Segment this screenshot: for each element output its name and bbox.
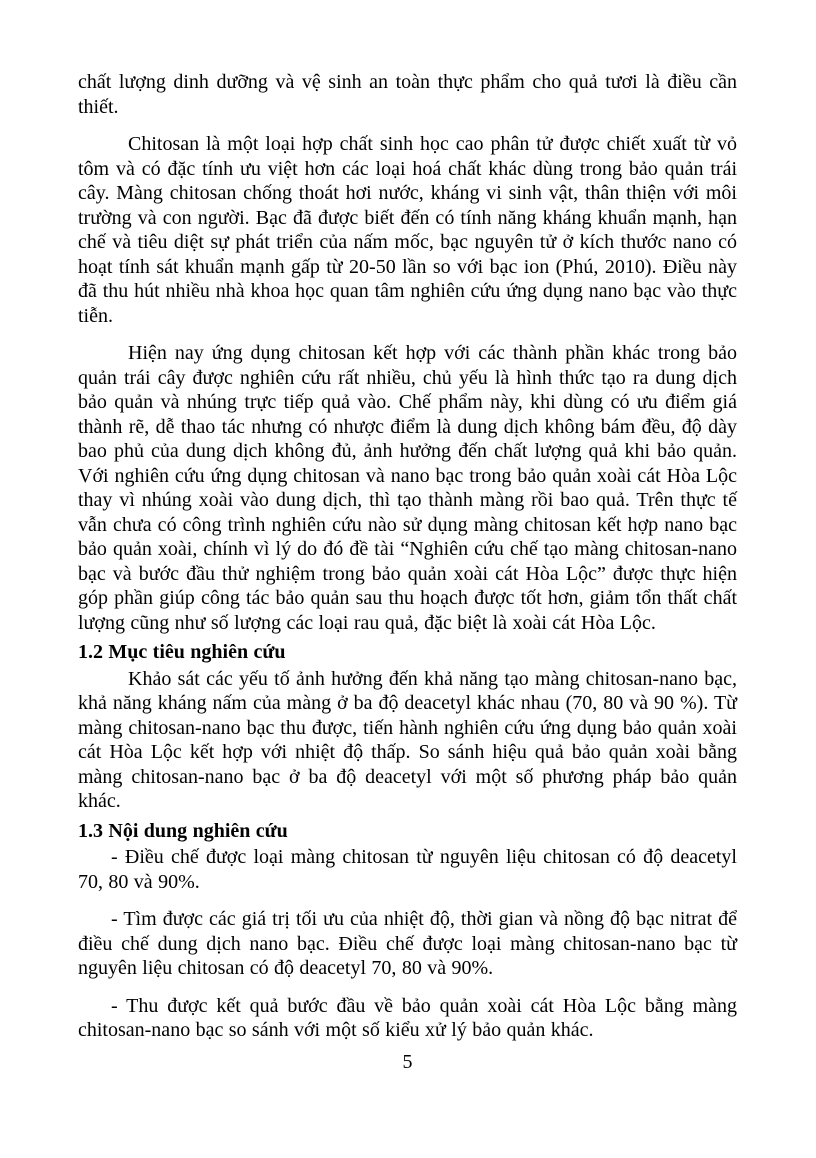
list-item-research-content-3: - Thu được kết quả bước đầu về bảo quản xoài cát Hòa Lộc bằng màng chitosan-nano bạc so sánh với một số kiểu xử lý bảo quản khác. [78, 994, 737, 1041]
list-item-research-content-1: - Điều chế được loại màng chitosan từ nguyên liệu chitosan có độ deacetyl 70, 80 và 90%. [78, 846, 737, 893]
page-number: 5 [402, 1050, 413, 1073]
paragraph-research-objectives: Khảo sát các yếu tố ảnh hưởng đến khả năng tạo màng chitosan-nano bạc, khả năng kháng nấm của màng ở ba độ deacetyl khác nhau (70, 80 và 90 %). Từ màng chitosan-nano bạc thu được, tiến hành nghiên cứu ứng dụng bảo quản xoài cát Hòa Lộc kết hợp với nhiệt độ thấp. So sánh hiệu quả bảo quản xoài bằng màng chitosan-nano bạc ở ba độ deacetyl với một số phương pháp bảo quản khác. [78, 667, 737, 812]
section-heading-muc-tieu-nghien-cuu: 1.2 Mục tiêu nghiên cứu [78, 641, 286, 663]
list-item-research-content-2: - Tìm được các giá trị tối ưu của nhiệt độ, thời gian và nồng độ bạc nitrat để điều chế dung dịch nano bạc. Điều chế được loại màng chitosan-nano bạc từ nguyên liệu chitosan có độ deacetyl 70, 80 và 90%. [78, 908, 737, 979]
paragraph-continuation: chất lượng dinh dưỡng và vệ sinh an toàn thực phẩm cho quả tươi là điều cần thiết. [78, 71, 737, 118]
paragraph-chitosan-intro: Chitosan là một loại hợp chất sinh học cao phân tử được chiết xuất từ vỏ tôm và có đặc tính ưu việt hơn các loại hoá chất khác dùng trong bảo quản trái cây. Màng chitosan chống thoát hơi nước, kháng vi sinh vật, thân thiện với môi trường và con người. Bạc đã được biết đến có tính năng kháng khuẩn mạnh, hạn chế và tiêu diệt sự phát triển của nấm mốc, bạc nguyên tử ở kích thước nano có hoạt tính sát khuẩn mạnh gấp từ 20-50 lần so với bạc ion (Phú, 2010). Điều này đã thu hút nhiều nhà khoa học quan tâm nghiên cứu ứng dụng nano bạc vào thực tiễn. [78, 133, 737, 327]
paragraph-research-motivation: Hiện nay ứng dụng chitosan kết hợp với các thành phần khác trong bảo quản trái cây được nghiên cứu rất nhiều, chủ yếu là hình thức tạo ra dung dịch bảo quản và nhúng trực tiếp quả vào. Chế phẩm này, khi dùng có ưu điểm giá thành rẽ, dễ thao tác nhưng có nhược điểm là dung dịch không bám đều, độ dày bao phủ của dung dịch không đủ, ảnh hưởng đến chất lượng quả khi bảo quản. Với nghiên cứu ứng dụng chitosan và nano bạc trong bảo quản xoài cát Hòa Lộc thay vì nhúng xoài vào dung dịch, thì tạo thành màng rồi bao quả. Trên thực tế vẫn chưa có công trình nghiên cứu nào sử dụng màng chitosan kết hợp nano bạc bảo quản xoài, chính vì lý do đó đề tài “Nghiên cứu chế tạo màng chitosan-nano bạc và bước đầu thử nghiệm trong bảo quản xoài cát Hòa Lộc” được thực hiện góp phần giúp công tác bảo quản sau thu hoạch được tốt hơn, giảm tổn thất chất lượng cũng như số lượng các loại rau quả, đặc biệt là xoài cát Hòa Lộc. [78, 342, 737, 634]
section-heading-noi-dung-nghien-cuu: 1.3 Nội dung nghiên cứu [78, 819, 288, 842]
